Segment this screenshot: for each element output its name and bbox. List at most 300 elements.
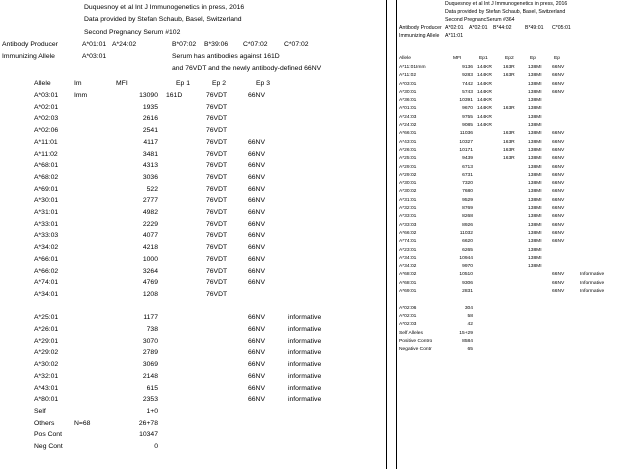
im-cell: 8769 <box>462 206 473 212</box>
ep3-cell: 66NV <box>248 92 266 99</box>
ep2-cell <box>206 301 248 313</box>
ep1-cell <box>503 288 528 296</box>
table-row <box>399 64 620 72</box>
note-cell <box>580 205 620 213</box>
ep3-cell <box>552 114 580 122</box>
im-cell: 15+29 <box>459 330 473 336</box>
serum-label: Second PregnancSerum #364 <box>445 17 515 23</box>
note-cell: informative <box>288 337 322 345</box>
ep2-cell: 138MI <box>528 189 542 195</box>
im-cell: 58 <box>467 313 473 319</box>
ep2-cell: 138MI <box>528 131 542 137</box>
mfi-cell <box>477 296 503 304</box>
ep1-cell <box>166 371 206 383</box>
ep3-cell: 66NV <box>248 138 266 146</box>
im-cell <box>74 371 112 383</box>
ep3-cell: 66NV <box>248 361 266 369</box>
ep3-cell <box>552 321 580 329</box>
allele-cell: A*25:01 <box>399 156 417 162</box>
table-row <box>399 305 620 313</box>
allele-cell: A*31:01 <box>34 209 59 217</box>
mfi-cell: 3264 <box>142 267 158 275</box>
ep2-cell: 138MI <box>528 156 542 162</box>
allele-cell: A*30:02 <box>399 189 417 195</box>
note-cell <box>580 247 620 255</box>
allele-cell: A*26:01 <box>399 147 417 153</box>
ep3-cell: 66NV <box>248 185 266 193</box>
allele-table <box>399 64 620 354</box>
mfi-cell <box>477 155 503 163</box>
allele-cell: Self <box>34 407 46 415</box>
ep2-cell: 76VDT <box>206 267 228 275</box>
im-cell: 9970 <box>462 264 473 270</box>
ep3-cell: 66NV <box>552 272 565 278</box>
im-cell <box>74 383 112 395</box>
ep1-cell <box>166 359 206 371</box>
im-cell: 6620 <box>462 239 473 245</box>
im-cell <box>74 324 112 336</box>
ep2-cell: 76VDT <box>206 185 228 193</box>
table-row <box>34 336 348 348</box>
im-cell: 9136 <box>462 65 473 70</box>
table-row <box>399 114 620 122</box>
ep2-cell: 138MI <box>528 81 542 87</box>
producer-label: Antibody Producer <box>399 25 442 31</box>
ep2-cell: 76VDT <box>206 127 228 135</box>
im-cell <box>445 296 477 304</box>
ep3-cell: 66NV <box>248 232 266 240</box>
ep2-cell <box>206 394 248 406</box>
allele-cell: Positive Contro <box>399 338 433 344</box>
ep3-cell: 66NV <box>248 396 266 404</box>
producer-allele: A*02:01 <box>469 25 488 31</box>
table-row <box>399 97 620 105</box>
im-cell <box>74 394 112 406</box>
ep3-cell <box>552 247 580 255</box>
note-cell: informative <box>288 349 322 357</box>
producer-label: Antibody Producer <box>2 41 58 48</box>
note-cell <box>288 102 348 114</box>
producer-allele: C*07:02 <box>284 41 309 48</box>
citation: Duquesnoy et al Int J Immunogenetics in press, 2016 <box>445 1 568 7</box>
ep1-cell <box>166 172 206 184</box>
mfi-cell: 144KR <box>477 89 492 95</box>
allele-cell: A*33:03 <box>34 232 59 240</box>
ep1-cell: 161D <box>166 92 183 99</box>
ep1-cell <box>166 219 206 231</box>
table-row <box>399 197 620 205</box>
note-cell <box>288 207 348 219</box>
ep1-cell <box>166 289 206 301</box>
antibody-note: and 76VDT and the newly antibody-defined 66NV <box>172 65 322 72</box>
ep3-cell: 66NV <box>248 314 266 322</box>
ep1-cell <box>503 263 528 271</box>
ep3-cell <box>248 441 288 453</box>
table-row <box>399 139 620 147</box>
mfi-cell <box>477 305 503 313</box>
table-row <box>399 247 620 255</box>
table-row <box>34 230 348 242</box>
im-cell: 8268 <box>462 214 473 220</box>
im-cell: 65 <box>467 347 473 353</box>
note-cell <box>288 242 348 254</box>
im-cell <box>74 347 112 359</box>
ep1-cell <box>503 271 528 279</box>
ep1-cell: 163R <box>503 73 515 79</box>
allele-cell: A*69:01 <box>34 185 59 193</box>
citation: Duquesnoy et al Int J Immunogenetics in press, 2016 <box>84 4 245 11</box>
mfi-cell <box>477 280 503 288</box>
allele-cell: A*11:01 <box>34 138 58 146</box>
table-row <box>34 102 348 114</box>
ep3-cell: 66NV <box>552 89 565 95</box>
note-cell <box>580 222 620 230</box>
mfi-cell <box>477 130 503 138</box>
ep3-cell: 66NV <box>248 326 266 334</box>
allele-cell: A*02:06 <box>34 127 59 135</box>
ep1-cell: 163R <box>503 65 515 70</box>
table-row <box>34 312 348 324</box>
mfi-cell <box>477 164 503 172</box>
note-cell <box>580 105 620 113</box>
table-row <box>34 371 348 383</box>
allele-cell: A*34:02 <box>399 264 417 270</box>
ep2-cell: 138MI <box>528 264 542 270</box>
mfi-cell: 4077 <box>142 232 158 240</box>
allele-cell: A*68:02 <box>34 173 59 181</box>
ep1-cell <box>503 247 528 255</box>
ep2-cell <box>528 338 552 346</box>
ep1-cell <box>166 429 206 441</box>
im-cell: 10171 <box>459 147 473 153</box>
ep1-cell <box>166 113 206 125</box>
ep2-cell: 138MI <box>528 255 542 261</box>
im-cell <box>74 277 112 289</box>
ep2-cell: 138MI <box>528 181 542 187</box>
note-cell <box>580 72 620 80</box>
mfi-cell: 738 <box>146 326 158 334</box>
table-row <box>399 122 620 130</box>
im-cell <box>74 102 112 114</box>
ep2-cell: 138MI <box>528 73 542 79</box>
table-row <box>399 313 620 321</box>
ep2-cell <box>528 280 552 288</box>
immunizing-allele: A*11:01 <box>445 33 464 39</box>
note-cell <box>580 346 620 354</box>
allele-cell: Self Alleles <box>399 330 423 336</box>
ep3-cell <box>552 122 580 130</box>
immunizing-label: Immunizing Allele <box>399 33 440 39</box>
im-cell <box>74 207 112 219</box>
allele-cell: A*34:01 <box>34 290 59 298</box>
mfi-cell: 144KR <box>477 114 492 120</box>
im-cell: Imm <box>74 92 88 99</box>
note-cell <box>580 81 620 89</box>
table-row <box>399 205 620 213</box>
ep2-cell: 138MI <box>528 139 542 145</box>
table-row <box>34 394 348 406</box>
im-cell: 9283 <box>462 73 473 79</box>
im-cell <box>74 266 112 278</box>
ep2-cell: 76VDT <box>206 173 228 181</box>
ep2-cell: 76VDT <box>206 290 228 298</box>
producer-allele: A*01:01 <box>82 41 107 48</box>
ep1-cell <box>503 81 528 89</box>
im-cell: N=68 <box>74 419 91 427</box>
im-cell <box>74 429 112 441</box>
table-row <box>399 263 620 271</box>
ep3-cell <box>248 418 288 430</box>
im-cell <box>74 230 112 242</box>
col-header: Ep <box>554 56 560 61</box>
table-row <box>34 125 348 137</box>
allele-cell: A*30:01 <box>34 197 59 205</box>
ep3-cell: 66NV <box>248 279 266 287</box>
allele-cell: A*30:01 <box>399 89 417 95</box>
ep3-cell: 66NV <box>552 197 565 203</box>
note-cell: informative <box>288 361 322 369</box>
table-row <box>34 359 348 371</box>
allele-cell: A*66:02 <box>399 230 417 236</box>
ep2-cell <box>528 288 552 296</box>
ep3-cell: 66NV <box>552 164 565 170</box>
table-row <box>34 277 348 289</box>
im-cell: 10327 <box>459 139 473 145</box>
table-row <box>399 288 620 296</box>
table-row <box>34 137 348 149</box>
note-cell: informative <box>288 326 322 334</box>
note-cell <box>288 277 348 289</box>
note-cell: informative <box>288 372 322 380</box>
provided-by: Data provided by Stefan Schaub, Basel, Switzerland <box>84 16 242 23</box>
note-cell <box>288 195 348 207</box>
ep1-cell: 163R <box>503 131 515 137</box>
ep3-cell: 66NV <box>248 197 266 205</box>
ep2-cell: 138MI <box>528 123 542 129</box>
mfi-cell: 1+0 <box>146 407 158 415</box>
ep1-cell <box>503 205 528 213</box>
allele-cell: A*02:06 <box>399 305 417 311</box>
allele-table <box>34 90 348 453</box>
ep1-cell <box>166 277 206 289</box>
ep1-cell <box>166 418 206 430</box>
table-row <box>399 338 620 346</box>
note-cell: Informative <box>580 289 605 295</box>
im-cell <box>74 254 112 266</box>
note-cell <box>580 238 620 246</box>
ep1-cell <box>166 441 206 453</box>
table-row <box>399 222 620 230</box>
ep1-cell <box>166 230 206 242</box>
allele-cell: A*69:01 <box>399 289 417 295</box>
allele-cell: A*33:01 <box>34 220 59 228</box>
col-header: Ep2 <box>505 56 514 61</box>
note-cell <box>580 255 620 263</box>
allele-cell: A*68:01 <box>34 162 59 170</box>
note-cell <box>288 149 348 161</box>
allele-cell <box>34 301 74 313</box>
ep1-cell <box>166 102 206 114</box>
ep2-cell: 76VDT <box>206 138 228 146</box>
ep2-cell: 76VDT <box>206 279 228 287</box>
ep3-cell: 66NV <box>552 214 565 220</box>
ep2-cell: 138MI <box>528 89 542 95</box>
table-row <box>399 330 620 338</box>
mfi-cell <box>477 313 503 321</box>
ep1-cell <box>503 296 528 304</box>
ep3-cell: 66NV <box>552 65 565 70</box>
mfi-cell <box>477 205 503 213</box>
ep2-cell: 76VDT <box>206 150 228 158</box>
im-cell: 5743 <box>462 89 473 95</box>
im-cell: 10391 <box>459 98 473 104</box>
im-cell <box>74 336 112 348</box>
mfi-cell <box>477 222 503 230</box>
ep3-cell <box>248 102 288 114</box>
table-row <box>34 266 348 278</box>
producer-allele: A*02:01 <box>445 25 464 31</box>
ep3-cell: 66NV <box>248 209 266 217</box>
allele-cell: A*30:01 <box>399 181 417 187</box>
im-cell <box>74 289 112 301</box>
ep3-cell: 66NV <box>552 206 565 212</box>
note-cell <box>580 305 620 313</box>
ep3-cell: 66NV <box>552 147 565 153</box>
ep2-cell <box>528 346 552 354</box>
ep3-cell: 66NV <box>248 150 266 158</box>
allele-cell: A*11:02 <box>399 73 417 79</box>
table-row <box>34 160 348 172</box>
allele-cell: A*29:01 <box>399 164 417 170</box>
ep2-cell: 138MI <box>528 164 542 170</box>
ep3-cell: 66NV <box>552 81 565 87</box>
allele-cell: A*34:01 <box>399 255 417 261</box>
ep3-cell <box>552 105 580 113</box>
mfi-cell: 2777 <box>142 197 158 205</box>
col-header: Ep <box>530 56 536 61</box>
ep3-cell <box>248 125 288 137</box>
im-cell <box>74 113 112 125</box>
ep3-cell: 66NV <box>248 267 266 275</box>
ep3-cell: 66NV <box>552 181 565 187</box>
ep2-cell: 138MI <box>528 106 542 112</box>
note-cell <box>580 155 620 163</box>
ep3-cell <box>552 97 580 105</box>
mfi-cell <box>477 263 503 271</box>
table-row <box>399 89 620 97</box>
ep1-cell <box>503 97 528 105</box>
im-cell: 6731 <box>462 172 473 178</box>
mfi-cell: 2148 <box>142 372 158 380</box>
note-cell <box>288 219 348 231</box>
allele-cell: Neg Cont <box>34 443 63 451</box>
im-cell: 10510 <box>459 272 473 278</box>
col-header: Allele <box>34 80 51 87</box>
note-cell <box>580 164 620 172</box>
mfi-cell: 2229 <box>142 220 158 228</box>
ep1-cell <box>166 347 206 359</box>
note-cell <box>580 172 620 180</box>
producer-allele: B*39:06 <box>204 41 229 48</box>
ep3-cell: 66NV <box>248 220 266 228</box>
mfi-cell: 3070 <box>142 337 158 345</box>
note-cell <box>580 197 620 205</box>
im-cell <box>74 406 112 418</box>
producer-allele: B*07:02 <box>172 41 197 48</box>
allele-cell: A*66:01 <box>399 131 417 137</box>
ep2-cell: 138MI <box>528 147 542 153</box>
allele-cell: A*01:01 <box>399 106 417 112</box>
ep2-cell <box>206 312 248 324</box>
ep2-cell: 138MI <box>528 65 542 70</box>
table-row <box>399 72 620 80</box>
ep1-cell <box>503 213 528 221</box>
im-cell: 7680 <box>462 189 473 195</box>
allele-cell: A*33:03 <box>399 222 417 228</box>
allele-cell: A*25:01 <box>34 314 59 322</box>
mfi-cell <box>477 188 503 196</box>
note-cell <box>580 97 620 105</box>
table-row <box>399 172 620 180</box>
ep1-cell <box>503 238 528 246</box>
im-cell <box>74 195 112 207</box>
ep2-cell <box>206 418 248 430</box>
mfi-cell <box>477 197 503 205</box>
note-cell: informative <box>288 314 322 322</box>
ep1-cell <box>166 254 206 266</box>
ep2-cell <box>206 406 248 418</box>
ep2-cell: 76VDT <box>206 244 228 252</box>
ep2-cell <box>206 383 248 395</box>
allele-cell: A*29:02 <box>399 172 417 178</box>
ep2-cell <box>206 336 248 348</box>
ep3-cell <box>248 289 288 301</box>
ep1-cell: 163R <box>503 147 515 153</box>
im-cell: 42 <box>467 322 473 328</box>
table-row <box>399 346 620 354</box>
mfi-cell: 144KR <box>477 81 492 87</box>
note-cell: Informative <box>580 272 605 278</box>
allele-cell: A*02:01 <box>34 103 59 111</box>
note-cell <box>580 321 620 329</box>
table-row <box>399 280 620 288</box>
ep2-cell: 76VDT <box>206 232 228 240</box>
table-row <box>34 207 348 219</box>
allele-cell: A*11:01Imm <box>399 65 426 70</box>
ep2-cell: 138MI <box>528 247 542 253</box>
mfi-cell: 144KR <box>477 73 492 79</box>
table-row <box>34 195 348 207</box>
note-cell <box>288 441 348 453</box>
note-cell <box>288 113 348 125</box>
im-cell <box>74 441 112 453</box>
note-cell <box>580 330 620 338</box>
mfi-cell: 1177 <box>143 314 158 322</box>
im-cell <box>74 312 112 324</box>
im-cell: 9670 <box>462 106 473 112</box>
note-cell <box>580 296 620 304</box>
ep2-cell: 76VDT <box>206 197 228 205</box>
ep1-cell <box>503 114 528 122</box>
ep1-cell <box>166 137 206 149</box>
allele-cell: A*80:01 <box>34 396 59 404</box>
allele-cell: Negative Contr <box>399 347 432 353</box>
ep3-cell <box>552 338 580 346</box>
note-cell <box>580 122 620 130</box>
immunizing-allele: A*03:01 <box>82 53 107 60</box>
mfi-cell <box>477 180 503 188</box>
producer-allele: B*44:02 <box>493 25 512 31</box>
